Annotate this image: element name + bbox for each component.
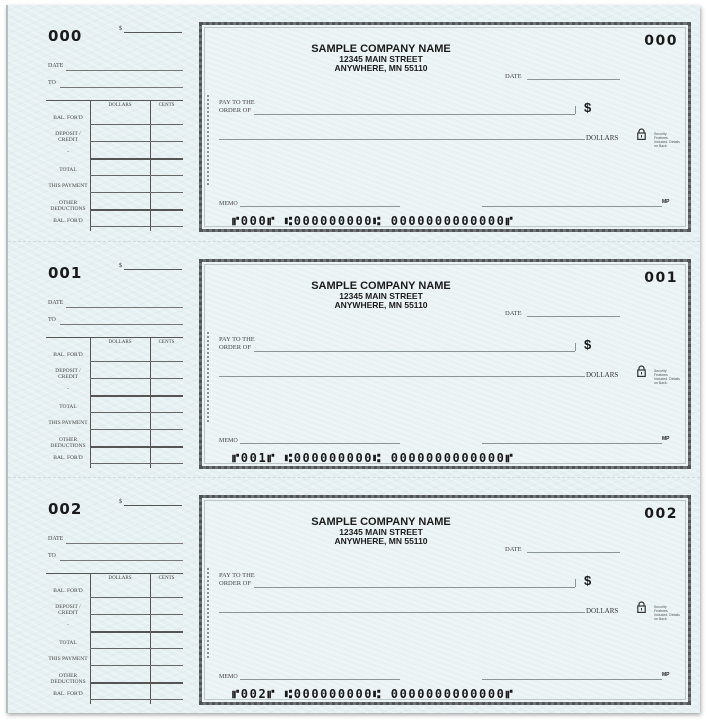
company-block (286, 516, 476, 546)
stub-to-label: TO (48, 80, 56, 86)
check-number: 000 (644, 33, 678, 49)
stub-ledger (46, 100, 183, 231)
memo-line[interactable] (240, 443, 400, 444)
micr-line: ⑈000⑈ ⑆000000000⑆ 0000000000000⑈ (232, 214, 515, 228)
mp-mark: MP (662, 436, 670, 442)
ledger-row-label: OTHER DEDUCTIONS (50, 437, 86, 449)
company-city: ANYWHERE, MN 55110 (334, 63, 428, 73)
stub-amount-line[interactable] (124, 32, 182, 33)
check-row (8, 5, 700, 241)
check-stub (8, 478, 194, 714)
dollars-label: DOLLARS (586, 134, 619, 142)
ledger-row-label: BAL. FOR'D (53, 588, 83, 594)
order-of-text: ORDER OF (219, 579, 251, 587)
ledger-rule (90, 412, 183, 413)
ledger-row-label: THIS PAYMENT (48, 656, 88, 662)
stub-to-label: TO (48, 317, 56, 323)
ledger-divider (90, 101, 91, 231)
ledger-row-label: THIS PAYMENT (48, 420, 88, 426)
stub-amount-line[interactable] (124, 269, 182, 270)
stub-to-label: TO (48, 553, 56, 559)
company-street: 12345 MAIN STREET (339, 291, 423, 301)
ledger-row-label: BAL. FOR'D (53, 115, 83, 121)
security-features-note: Security Features Included. Details on Back. (654, 369, 680, 385)
stub-to-line[interactable] (60, 87, 183, 88)
date-label: DATE (505, 310, 522, 317)
stub-check-number: 002 (48, 500, 83, 518)
mp-mark: MP (662, 199, 670, 205)
check (199, 259, 691, 469)
ledger-cents-header: CENTS (158, 340, 175, 345)
check (199, 22, 691, 232)
ledger-row-label: - (67, 622, 69, 628)
ledger-rule (90, 175, 183, 176)
ledger-rule (90, 597, 183, 598)
signature-line[interactable] (482, 679, 662, 680)
ledger-row-label: - (67, 386, 69, 392)
ledger-rule (90, 124, 183, 125)
company-block (286, 280, 476, 310)
company-name: SAMPLE COMPANY NAME (311, 280, 451, 292)
memo-line[interactable] (240, 206, 400, 207)
stub-date-line[interactable] (66, 70, 183, 71)
check-row (8, 241, 700, 478)
micr-line: ⑈001⑈ ⑆000000000⑆ 0000000000000⑈ (232, 451, 515, 465)
company-street: 12345 MAIN STREET (339, 527, 423, 537)
stub-check-number: 001 (48, 264, 83, 282)
dollar-sign: $ (584, 573, 592, 588)
company-name: SAMPLE COMPANY NAME (311, 516, 451, 528)
ledger-row-label: THIS PAYMENT (48, 183, 88, 189)
ledger-rule (90, 226, 183, 227)
ledger-divider (90, 338, 91, 468)
company-block (286, 43, 476, 73)
stub-check-number: 000 (48, 27, 83, 45)
check-stub (8, 242, 194, 478)
padlock-icon (637, 365, 646, 377)
ledger-rule (90, 192, 183, 193)
padlock-icon (637, 601, 646, 613)
company-name: SAMPLE COMPANY NAME (311, 43, 451, 55)
ledger-rule (90, 699, 183, 700)
ledger-rule (90, 429, 183, 430)
border-microprint (207, 332, 217, 422)
border-microprint (207, 95, 217, 185)
amount-box-edge (575, 579, 576, 587)
pay-to-text: PAY TO THE (219, 572, 255, 579)
stub-to-line[interactable] (60, 324, 183, 325)
check (199, 495, 691, 705)
stub-ledger (46, 573, 183, 704)
amount-box-edge (575, 106, 576, 114)
ledger-dollars-header: DOLLARS (108, 103, 132, 108)
dollar-sign: $ (584, 100, 592, 115)
payee-line[interactable] (254, 351, 575, 352)
padlock-icon (637, 128, 646, 140)
ledger-divider (90, 574, 91, 704)
stub-to-line[interactable] (60, 560, 183, 561)
dollar-sign: $ (584, 337, 592, 352)
ledger-dollars-header: DOLLARS (108, 340, 132, 345)
company-city: ANYWHERE, MN 55110 (334, 300, 428, 310)
pay-to-label (219, 572, 255, 587)
ledger-rule (90, 361, 183, 362)
ledger-row-label: BAL. FOR'D (53, 352, 83, 358)
date-line[interactable] (527, 79, 620, 80)
pay-to-text: PAY TO THE (219, 336, 255, 343)
stub-date-label: DATE (48, 300, 64, 306)
ledger-rule (90, 158, 183, 160)
ledger-rule (90, 614, 183, 615)
ledger-row-label: TOTAL (59, 167, 77, 173)
company-city: ANYWHERE, MN 55110 (334, 536, 428, 546)
ledger-rule (90, 446, 183, 448)
ledger-row-label: DEPOSIT / CREDIT (55, 368, 81, 380)
check-row (8, 477, 700, 714)
date-label: DATE (505, 546, 522, 553)
ledger-rule (90, 463, 183, 464)
stub-amount-label: $ (119, 263, 122, 269)
ledger-row-label: DEPOSIT / CREDIT (55, 131, 81, 143)
ledger-rule (90, 395, 183, 397)
stub-date-line[interactable] (66, 543, 183, 544)
pay-to-label (219, 99, 255, 114)
ledger-rule (90, 141, 183, 142)
memo-label: MEMO (219, 201, 238, 207)
ledger-row-label: - (67, 149, 69, 155)
ledger-divider (150, 338, 151, 468)
ledger-row-label: BAL. FOR'D (53, 218, 83, 224)
check-number: 002 (644, 506, 678, 522)
memo-line[interactable] (240, 679, 400, 680)
security-features-note: Security Features Included. Details on Back. (654, 605, 680, 621)
ledger-row-label: BAL. FOR'D (53, 455, 83, 461)
dollars-label: DOLLARS (586, 371, 619, 379)
ledger-row-label: TOTAL (59, 404, 77, 410)
mp-mark: MP (662, 672, 670, 678)
payee-line[interactable] (254, 114, 575, 115)
stub-ledger (46, 337, 183, 468)
date-line[interactable] (527, 316, 620, 317)
amount-words-line[interactable] (219, 139, 585, 140)
date-label: DATE (505, 73, 522, 80)
company-street: 12345 MAIN STREET (339, 54, 423, 64)
ledger-rule (90, 378, 183, 379)
payee-line[interactable] (254, 587, 575, 588)
ledger-rule (90, 631, 183, 633)
amount-words-line[interactable] (219, 612, 585, 613)
ledger-row-label: DEPOSIT / CREDIT (55, 604, 81, 616)
ledger-cents-header: CENTS (158, 103, 175, 108)
ledger-dollars-header: DOLLARS (108, 576, 132, 581)
micr-line: ⑈002⑈ ⑆000000000⑆ 0000000000000⑈ (232, 687, 515, 701)
stub-amount-label: $ (119, 26, 122, 32)
signature-line[interactable] (482, 206, 662, 207)
check-number: 001 (644, 270, 678, 286)
stub-amount-line[interactable] (124, 505, 182, 506)
amount-words-line[interactable] (219, 376, 585, 377)
date-line[interactable] (527, 552, 620, 553)
stub-date-line[interactable] (66, 307, 183, 308)
ledger-rule (90, 209, 183, 211)
amount-box-edge (575, 343, 576, 351)
ledger-rule (90, 682, 183, 684)
stub-amount-label: $ (119, 499, 122, 505)
security-features-note: Security Features Included. Details on Back. (654, 132, 680, 148)
ledger-row-label: BAL. FOR'D (53, 691, 83, 697)
dollars-label: DOLLARS (586, 607, 619, 615)
order-of-text: ORDER OF (219, 106, 251, 114)
check-stub (8, 5, 194, 241)
ledger-cents-header: CENTS (158, 576, 175, 581)
ledger-rule (90, 648, 183, 649)
ledger-divider (150, 574, 151, 704)
memo-label: MEMO (219, 674, 238, 680)
stub-date-label: DATE (48, 536, 64, 542)
ledger-divider (150, 101, 151, 231)
stub-date-label: DATE (48, 63, 64, 69)
pay-to-text: PAY TO THE (219, 99, 255, 106)
pay-to-label (219, 336, 255, 351)
memo-label: MEMO (219, 438, 238, 444)
ledger-row-label: TOTAL (59, 640, 77, 646)
order-of-text: ORDER OF (219, 343, 251, 351)
border-microprint (207, 568, 217, 658)
ledger-row-label: OTHER DEDUCTIONS (50, 200, 86, 212)
signature-line[interactable] (482, 443, 662, 444)
ledger-row-label: OTHER DEDUCTIONS (50, 673, 86, 685)
check-sheet (6, 5, 700, 713)
ledger-rule (90, 665, 183, 666)
